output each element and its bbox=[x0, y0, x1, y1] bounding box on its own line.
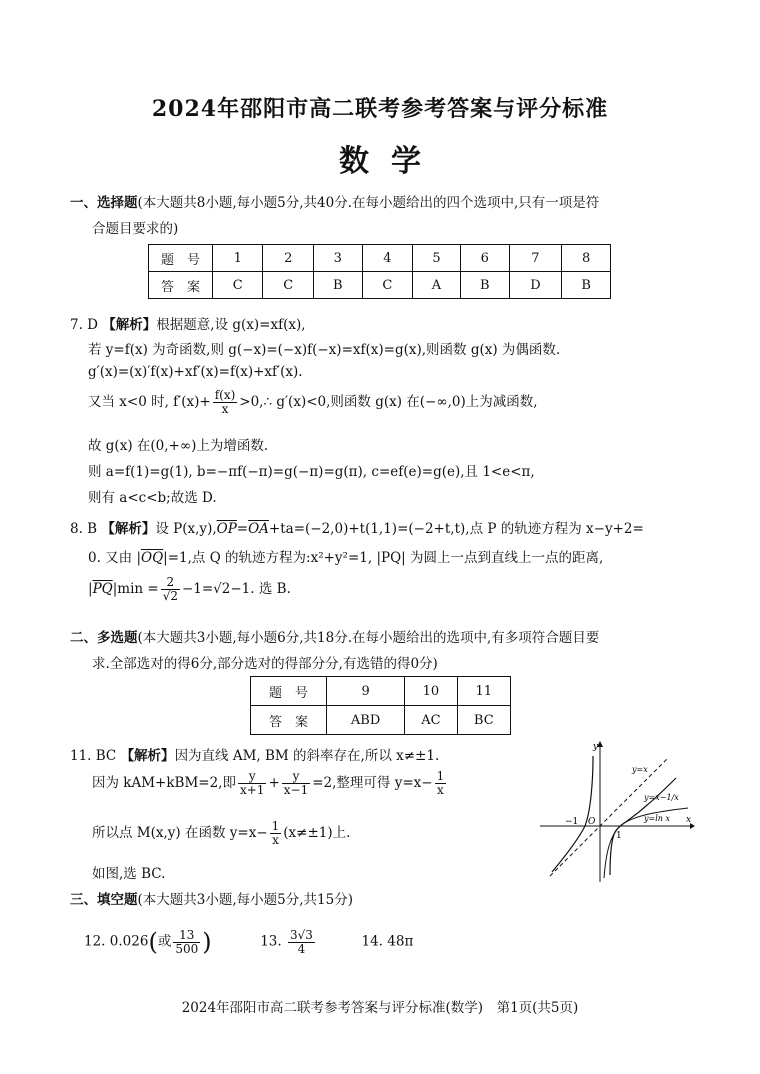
table-cell: 1 bbox=[213, 245, 263, 272]
row-label: 题 号 bbox=[251, 677, 327, 706]
y-axis-label: y bbox=[593, 742, 599, 752]
a13-label: 13. bbox=[260, 933, 282, 950]
fraction-numerator: 3√3 bbox=[289, 927, 313, 942]
table-cell: 9 bbox=[327, 677, 405, 706]
a14-value: 48π bbox=[387, 933, 414, 950]
table-cell: B bbox=[562, 272, 611, 299]
q7-line-3: g′(x)=(x)′f(x)+xf′(x)=f(x)+xf′(x). bbox=[88, 364, 303, 380]
fraction-denominator: x bbox=[221, 402, 229, 416]
table-row bbox=[251, 706, 511, 735]
q11-label: 11. BC bbox=[70, 748, 117, 764]
q7-line-4 bbox=[88, 389, 538, 416]
table-cell: B bbox=[460, 272, 509, 299]
table-cell: C bbox=[263, 272, 313, 299]
q7-text-4a: 又当 x<0 时, f′(x)+ bbox=[88, 394, 211, 410]
table-cell: 3 bbox=[313, 245, 362, 272]
a12-fraction bbox=[173, 929, 200, 956]
fraction-numerator: 13 bbox=[173, 929, 200, 943]
a14-label: 14. bbox=[361, 933, 383, 950]
table-row bbox=[251, 677, 511, 706]
q11-text-1: 因为直线 AM, BM 的斜率存在,所以 x≠±1. bbox=[174, 748, 440, 764]
section2-desc-b: 求.全部选对的得6分,部分选对的得部分分,有选错的得0分) bbox=[92, 656, 438, 672]
origin-label: O bbox=[588, 817, 596, 827]
table-cell: 7 bbox=[509, 245, 562, 272]
section2-heading-line bbox=[70, 626, 599, 646]
table-cell: 2 bbox=[263, 245, 313, 272]
table-cell: AC bbox=[405, 706, 457, 735]
a12-label: 12. bbox=[84, 933, 106, 950]
section3-heading-line bbox=[70, 888, 353, 908]
subject-title: 数学 bbox=[339, 144, 443, 179]
fraction-denominator: √2 bbox=[162, 589, 178, 603]
multi-answer-table bbox=[250, 676, 511, 735]
vector-oq: $\overline{OQ}$ bbox=[141, 550, 164, 566]
paren-left: ( bbox=[148, 928, 158, 956]
label-y-x-minus-1-over-x: y=x−1/x bbox=[644, 793, 679, 802]
a12-or: 或 bbox=[157, 933, 172, 950]
vector-pq: $\overline{PQ}$ bbox=[92, 581, 113, 597]
equals-sign: = bbox=[236, 521, 249, 537]
q8-min-label: |min = bbox=[112, 581, 159, 597]
fraction-denominator: x−1 bbox=[283, 783, 309, 797]
mc-answer-table bbox=[148, 244, 611, 299]
q11-text-2a: 因为 kAM+kBM=2,即 bbox=[92, 775, 236, 791]
curve-left-branch bbox=[552, 756, 593, 872]
section3-desc: (本大题共3小题,每小题5分,共15分) bbox=[137, 892, 353, 908]
page-footer: 2024年邵阳市高二联考参考答案与评分标准(数学) 第1页(共5页) bbox=[181, 1000, 579, 1016]
q8-label: 8. B bbox=[70, 521, 98, 537]
fraction-numerator: y bbox=[282, 770, 310, 784]
q8-text-1a: 设 P(x,y), bbox=[155, 521, 217, 537]
q11-line-2 bbox=[92, 770, 448, 797]
label-y-equals-x: y=x bbox=[632, 765, 648, 774]
q11-tag: 【解析】 bbox=[120, 748, 175, 764]
table-row bbox=[149, 272, 611, 299]
table-cell: C bbox=[213, 272, 263, 299]
fraction-denominator: x bbox=[437, 783, 444, 797]
table-cell: ABD bbox=[327, 706, 405, 735]
label-y-ln-x: y=ln x bbox=[644, 814, 670, 823]
q7-text-1: 根据题意,设 g(x)=xf(x), bbox=[156, 317, 306, 333]
q11-fraction-3 bbox=[435, 770, 447, 797]
fraction-denominator: x bbox=[272, 833, 279, 847]
row-label: 题 号 bbox=[149, 245, 213, 272]
fraction-denominator: 500 bbox=[175, 941, 199, 956]
fraction-numerator: y bbox=[238, 770, 266, 784]
q11-fraction-1 bbox=[238, 770, 266, 797]
q7-tag: 【解析】 bbox=[102, 317, 157, 333]
q7-line-2: 若 y=f(x) 为奇函数,则 g(−x)=(−x)f(−x)=xf(x)=g(x),则函数 g(x) 为偶函数. bbox=[88, 342, 561, 358]
q8-text-3a: | bbox=[88, 581, 93, 597]
table-row bbox=[149, 245, 611, 272]
section1-desc-a: (本大题共8小题,每小题5分,共40分.在每小题给出的四个选项中,只有一项是符 bbox=[137, 195, 600, 211]
table-cell: 11 bbox=[457, 677, 510, 706]
q7-fraction bbox=[213, 389, 238, 416]
q11-line-1 bbox=[70, 744, 439, 764]
table-cell: C bbox=[362, 272, 412, 299]
table-cell: 10 bbox=[405, 677, 457, 706]
q11-text-2b: =2,整理可得 y=x− bbox=[312, 775, 433, 791]
q7-line-7: 则有 a<c<b;故选 D. bbox=[88, 490, 217, 506]
fill-blank-answers bbox=[84, 928, 413, 956]
q8-line-2 bbox=[88, 546, 603, 566]
vector-oa: $\overline{OA}$ bbox=[248, 521, 269, 537]
tick-neg-1: −1 bbox=[565, 817, 579, 827]
a13-fraction bbox=[288, 929, 315, 956]
table-cell: 8 bbox=[562, 245, 611, 272]
q11-line-4: 如图,选 BC. bbox=[92, 866, 166, 882]
vector-op: $\overline{OP}$ bbox=[216, 521, 237, 537]
q8-line-3 bbox=[88, 576, 291, 603]
q7-label: 7. D bbox=[70, 317, 98, 333]
q7-line-1 bbox=[70, 313, 306, 333]
q11-fraction-2 bbox=[282, 770, 310, 797]
q8-text-3b: −1=√2−1. 选 B. bbox=[181, 581, 291, 597]
plus-sign: + bbox=[268, 775, 280, 791]
table-cell: 5 bbox=[413, 245, 461, 272]
section2-heading: 二、多选题 bbox=[70, 630, 138, 646]
q7-text-4b: >0,∴ g′(x)<0,则函数 g(x) 在(−∞,0)上为减函数, bbox=[239, 394, 538, 410]
q11-text-3a: 所以点 M(x,y) 在函数 y=x− bbox=[92, 825, 268, 841]
q7-line-5: 故 g(x) 在(0,+∞)上为增函数. bbox=[88, 438, 269, 454]
q11-fraction-4 bbox=[270, 820, 282, 847]
page-title: 2024年邵阳市高二联考参考答案与评分标准 bbox=[151, 96, 609, 122]
q8-text-1b: +ta=(−2,0)+t(1,1)=(−2+t,t),点 P 的轨迹方程为 x−y+2= bbox=[268, 521, 644, 537]
row-label: 答 案 bbox=[251, 706, 327, 735]
table-cell: D bbox=[509, 272, 562, 299]
fraction-numerator: f(x) bbox=[214, 388, 236, 402]
table-cell: A bbox=[413, 272, 461, 299]
q8-text-2a: 0. 又由 | bbox=[88, 550, 142, 566]
fraction-denominator: x+1 bbox=[239, 783, 265, 797]
q8-tag: 【解析】 bbox=[101, 521, 156, 537]
section1-heading: 一、选择题 bbox=[70, 195, 138, 211]
tick-1: 1 bbox=[616, 831, 622, 841]
table-cell: BC bbox=[457, 706, 510, 735]
section1-desc-b: 合题目要求的) bbox=[92, 221, 179, 237]
a12-value: 0.026 bbox=[109, 933, 149, 950]
table-cell: 6 bbox=[460, 245, 509, 272]
q8-text-2b: |=1,点 Q 的轨迹方程为:x²+y²=1, |PQ| 为圆上一点到直线上一点的距离, bbox=[163, 550, 604, 566]
paren-right: ) bbox=[202, 928, 212, 956]
section2-desc-a: (本大题共3小题,每小题6分,共18分.在每小题给出的选项中,有多项符合题目要 bbox=[137, 630, 600, 646]
section1-heading-line bbox=[70, 191, 599, 211]
q11-line-3 bbox=[92, 820, 350, 847]
table-cell: 4 bbox=[362, 245, 412, 272]
fraction-numerator: 1 bbox=[271, 819, 280, 833]
table-cell: B bbox=[313, 272, 362, 299]
fraction-numerator: 2 bbox=[161, 576, 180, 590]
fraction-numerator: 1 bbox=[436, 769, 445, 783]
fraction-denominator: 4 bbox=[297, 941, 306, 956]
q8-line-1 bbox=[70, 517, 644, 537]
section3-heading: 三、填空题 bbox=[70, 892, 138, 908]
x-axis-label: x bbox=[686, 815, 692, 825]
row-label: 答 案 bbox=[149, 272, 213, 299]
q8-fraction bbox=[161, 576, 180, 603]
q7-line-6: 则 a=f(1)=g(1), b=−πf(−π)=g(−π)=g(π), c=ef(e)=g(e),且 1<e<π, bbox=[88, 464, 535, 480]
function-graph bbox=[536, 740, 696, 885]
q11-text-3b: (x≠±1)上. bbox=[283, 825, 351, 841]
